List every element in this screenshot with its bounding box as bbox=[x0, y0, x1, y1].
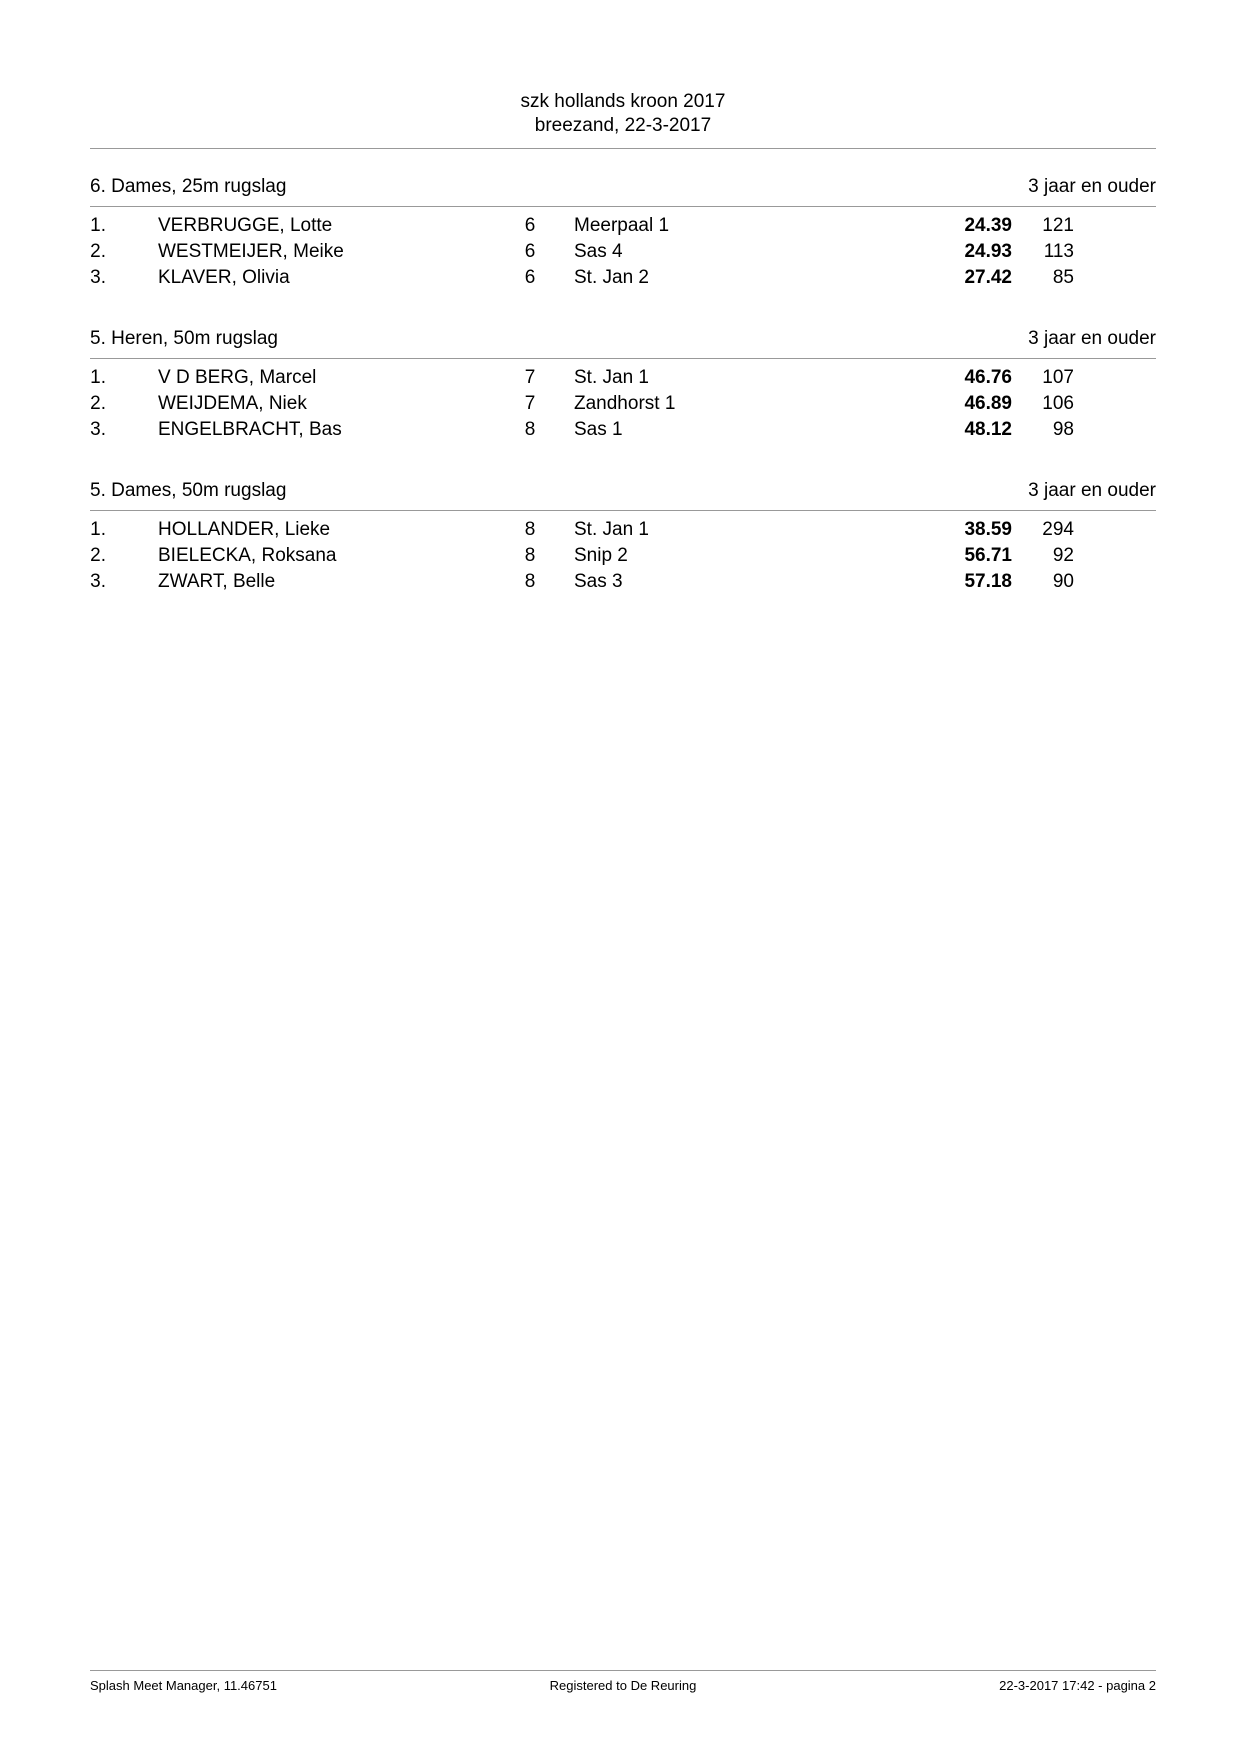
result-row bbox=[90, 543, 1156, 569]
result-points: 113 bbox=[1043, 241, 1074, 262]
results-list bbox=[90, 517, 1156, 595]
result-points: 98 bbox=[1052, 419, 1074, 440]
result-name: BIELECKA, Roksana bbox=[158, 545, 337, 566]
result-rank: 1. bbox=[90, 215, 106, 236]
event-age-group: 3 jaar en ouder bbox=[1028, 328, 1156, 349]
result-time: 38.59 bbox=[964, 519, 1012, 540]
result-rank: 3. bbox=[90, 571, 106, 592]
meet-title: szk hollands kroon 2017 bbox=[520, 91, 726, 112]
result-name: HOLLANDER, Lieke bbox=[158, 519, 331, 540]
event-divider bbox=[90, 510, 1156, 511]
result-row bbox=[90, 517, 1156, 543]
result-rank: 3. bbox=[90, 267, 106, 288]
result-time: 56.71 bbox=[964, 545, 1012, 566]
result-age: 8 bbox=[524, 545, 536, 566]
result-name: ENGELBRACHT, Bas bbox=[158, 419, 342, 440]
result-age: 7 bbox=[524, 393, 536, 414]
result-age: 7 bbox=[524, 367, 536, 388]
event-title: 5. Heren, 50m rugslag bbox=[90, 328, 278, 349]
result-time: 24.39 bbox=[964, 215, 1012, 236]
result-name: ZWART, Belle bbox=[158, 571, 276, 592]
footer-divider bbox=[90, 1670, 1156, 1671]
result-rank: 1. bbox=[90, 519, 106, 540]
results-list bbox=[90, 365, 1156, 443]
result-name: V D BERG, Marcel bbox=[158, 367, 317, 388]
result-row bbox=[90, 365, 1156, 391]
header-divider bbox=[90, 148, 1156, 149]
result-club: St. Jan 1 bbox=[574, 367, 649, 388]
result-row bbox=[90, 417, 1156, 443]
result-club: Sas 3 bbox=[574, 571, 623, 592]
result-club: Sas 4 bbox=[574, 241, 623, 262]
result-time: 27.42 bbox=[964, 267, 1012, 288]
result-club: Snip 2 bbox=[574, 545, 628, 566]
result-points: 106 bbox=[1042, 393, 1074, 414]
result-rank: 1. bbox=[90, 367, 106, 388]
result-club: Meerpaal 1 bbox=[574, 215, 670, 236]
result-time: 57.18 bbox=[964, 571, 1012, 592]
result-time: 46.89 bbox=[964, 393, 1012, 414]
event-divider bbox=[90, 206, 1156, 207]
result-row bbox=[90, 265, 1156, 291]
result-rank: 3. bbox=[90, 419, 106, 440]
footer-page-info: 22-3-2017 17:42 - pagina 2 bbox=[999, 1678, 1156, 1693]
result-age: 6 bbox=[524, 267, 536, 288]
event-header bbox=[90, 328, 1156, 354]
result-club: St. Jan 1 bbox=[574, 519, 649, 540]
result-club: Sas 1 bbox=[574, 419, 623, 440]
event-section bbox=[90, 176, 1156, 291]
event-title: 6. Dames, 25m rugslag bbox=[90, 176, 287, 197]
footer-software: Splash Meet Manager, 11.46751 bbox=[90, 1678, 277, 1693]
result-time: 46.76 bbox=[964, 367, 1012, 388]
result-row bbox=[90, 391, 1156, 417]
event-section bbox=[90, 480, 1156, 595]
result-time: 24.93 bbox=[964, 241, 1012, 262]
result-points: 107 bbox=[1042, 367, 1074, 388]
result-rank: 2. bbox=[90, 241, 106, 262]
event-header bbox=[90, 176, 1156, 202]
results-list bbox=[90, 213, 1156, 291]
result-name: VERBRUGGE, Lotte bbox=[158, 215, 333, 236]
result-row bbox=[90, 239, 1156, 265]
result-age: 8 bbox=[524, 519, 536, 540]
result-row bbox=[90, 213, 1156, 239]
result-name: WESTMEIJER, Meike bbox=[158, 241, 344, 262]
result-club: Zandhorst 1 bbox=[574, 393, 676, 414]
result-row bbox=[90, 569, 1156, 595]
result-points: 85 bbox=[1052, 267, 1074, 288]
result-time: 48.12 bbox=[964, 419, 1012, 440]
result-age: 6 bbox=[524, 215, 536, 236]
page-header bbox=[90, 90, 1156, 138]
result-points: 294 bbox=[1042, 519, 1074, 540]
event-section bbox=[90, 328, 1156, 443]
event-title: 5. Dames, 50m rugslag bbox=[90, 480, 287, 501]
result-points: 90 bbox=[1052, 571, 1074, 592]
result-points: 121 bbox=[1042, 215, 1074, 236]
result-points: 92 bbox=[1052, 545, 1074, 566]
page-footer bbox=[90, 1678, 1156, 1698]
result-name: WEIJDEMA, Niek bbox=[158, 393, 307, 414]
result-age: 8 bbox=[524, 571, 536, 592]
event-age-group: 3 jaar en ouder bbox=[1028, 176, 1156, 197]
result-rank: 2. bbox=[90, 393, 106, 414]
event-header bbox=[90, 480, 1156, 506]
footer-registered: Registered to De Reuring bbox=[549, 1678, 697, 1693]
result-club: St. Jan 2 bbox=[574, 267, 649, 288]
result-age: 6 bbox=[524, 241, 536, 262]
event-age-group: 3 jaar en ouder bbox=[1028, 480, 1156, 501]
event-divider bbox=[90, 358, 1156, 359]
result-name: KLAVER, Olivia bbox=[158, 267, 290, 288]
result-age: 8 bbox=[524, 419, 536, 440]
meet-location-date: breezand, 22-3-2017 bbox=[534, 115, 712, 136]
result-rank: 2. bbox=[90, 545, 106, 566]
